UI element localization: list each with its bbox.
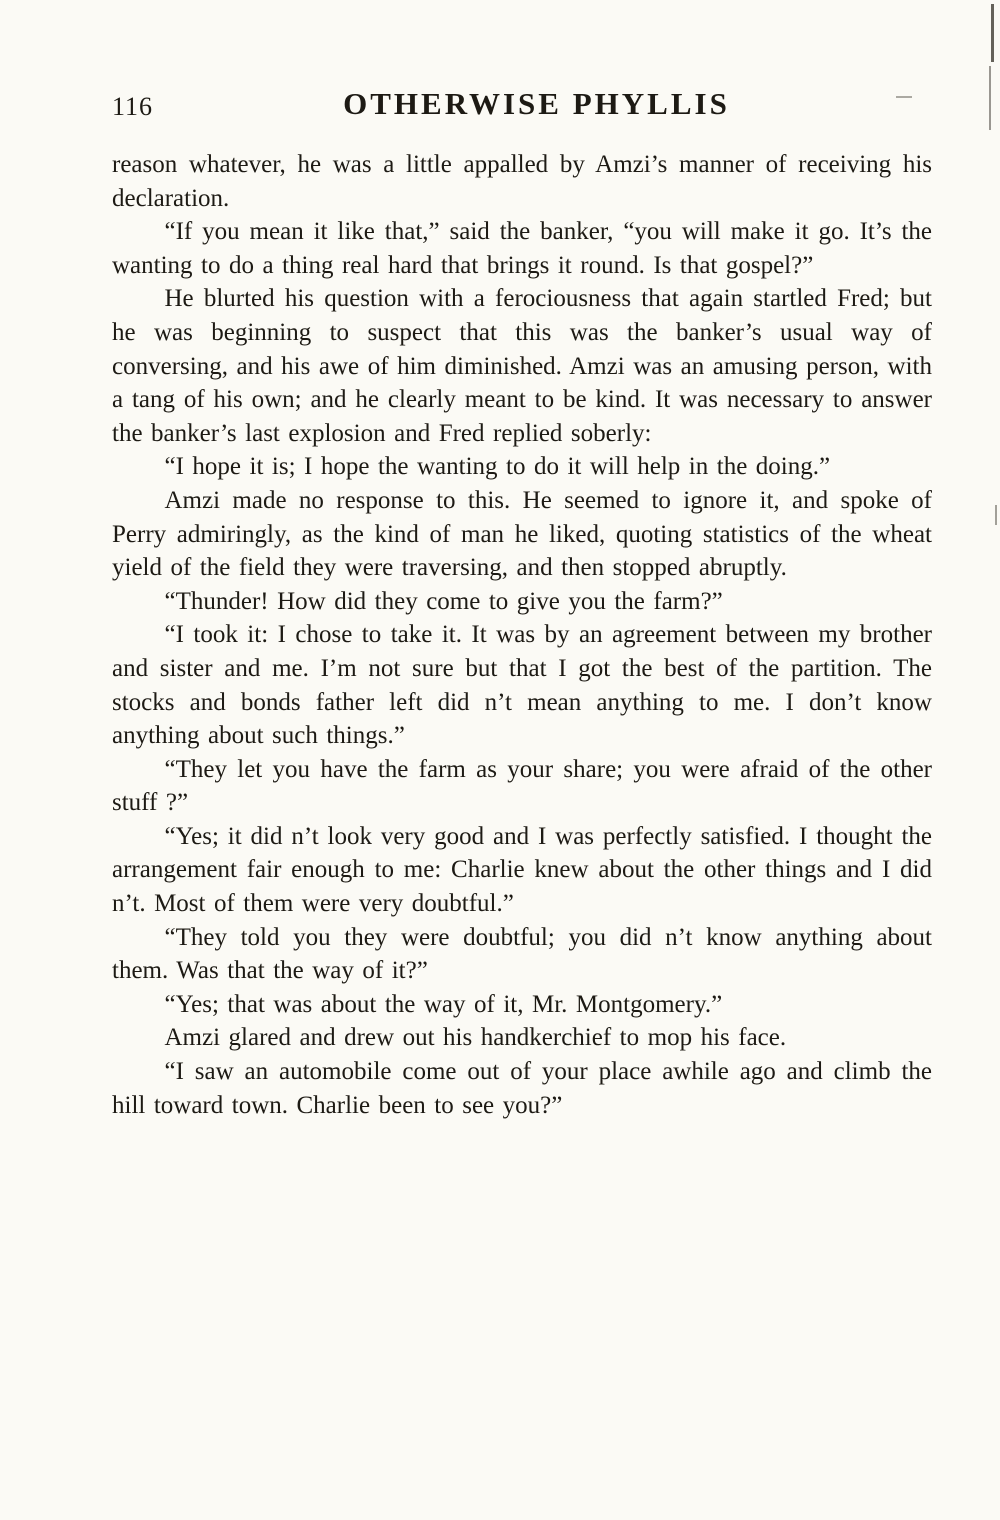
paragraph: “I saw an automobile come out of your place awhile ago and climb the hill toward town. Charlie been to see you?” [112, 1058, 932, 1119]
paragraph: “Yes; that was about the way of it, Mr. Montgomery.” [164, 990, 723, 1018]
paragraph: reason whatever, he was a little appalled by Amzi’s manner of receiving his declaration. [112, 151, 932, 212]
scan-artifact-edge-line [989, 66, 991, 130]
scan-artifact-tick [995, 505, 997, 525]
paragraph: “If you mean it like that,” said the banker, “you will make it go. It’s the wanting to do a thing real hard that brings it round. Is that gospel?” [112, 218, 932, 279]
running-head [112, 86, 930, 130]
paragraph: “They told you they were doubtful; you did n’t know anything about them. Was that the way of it?” [112, 923, 932, 985]
page-number: 116 [112, 92, 154, 121]
paragraph: He blurted his question with a ferociousness that again startled Fred; but he was beginning to suspect that this was the banker’s usual way of conversing, and his awe of him diminished. Amzi was an amusing person, with a tang of his own; and he clearly meant to be kind. It was necessary to answer the banker’s last explosion and Fred replied soberly: [112, 285, 932, 447]
paragraph: “They let you have the farm as your share; you were afraid of the other stuff ?” [112, 755, 932, 817]
page-title: OTHERWISE PHYLLIS [343, 86, 730, 121]
scan-artifact-dash [896, 96, 912, 98]
paragraph: Amzi glared and drew out his handkerchief to mop his face. [164, 1024, 787, 1052]
paragraph: “Thunder! How did they come to give you the farm?” [164, 587, 723, 615]
paragraph: “I hope it is; I hope the wanting to do it will help in the doing.” [164, 453, 831, 481]
paragraph: “Yes; it did n’t look very good and I was perfectly satisfied. I thought the arrangement fair enough to me: Charlie knew about the other things and I did n’t. Most of them were very doubtful.” [112, 822, 932, 918]
scan-artifact-edge-line [991, 4, 994, 62]
paragraph: Amzi made no response to this. He seemed to ignore it, and spoke of Perry admiringly, as the kind of man he liked, quoting statistics of the wheat yield of the field they were traversing, and then stopped abruptly. [112, 486, 932, 582]
paragraph: “I took it: I chose to take it. It was by an agreement between my brother and sister and me. I’m not sure but that I got the best of the partition. The stocks and bonds father left did n’t mean anything to me. I don’t know anything about such things.” [112, 621, 932, 750]
page-body [112, 148, 932, 1122]
